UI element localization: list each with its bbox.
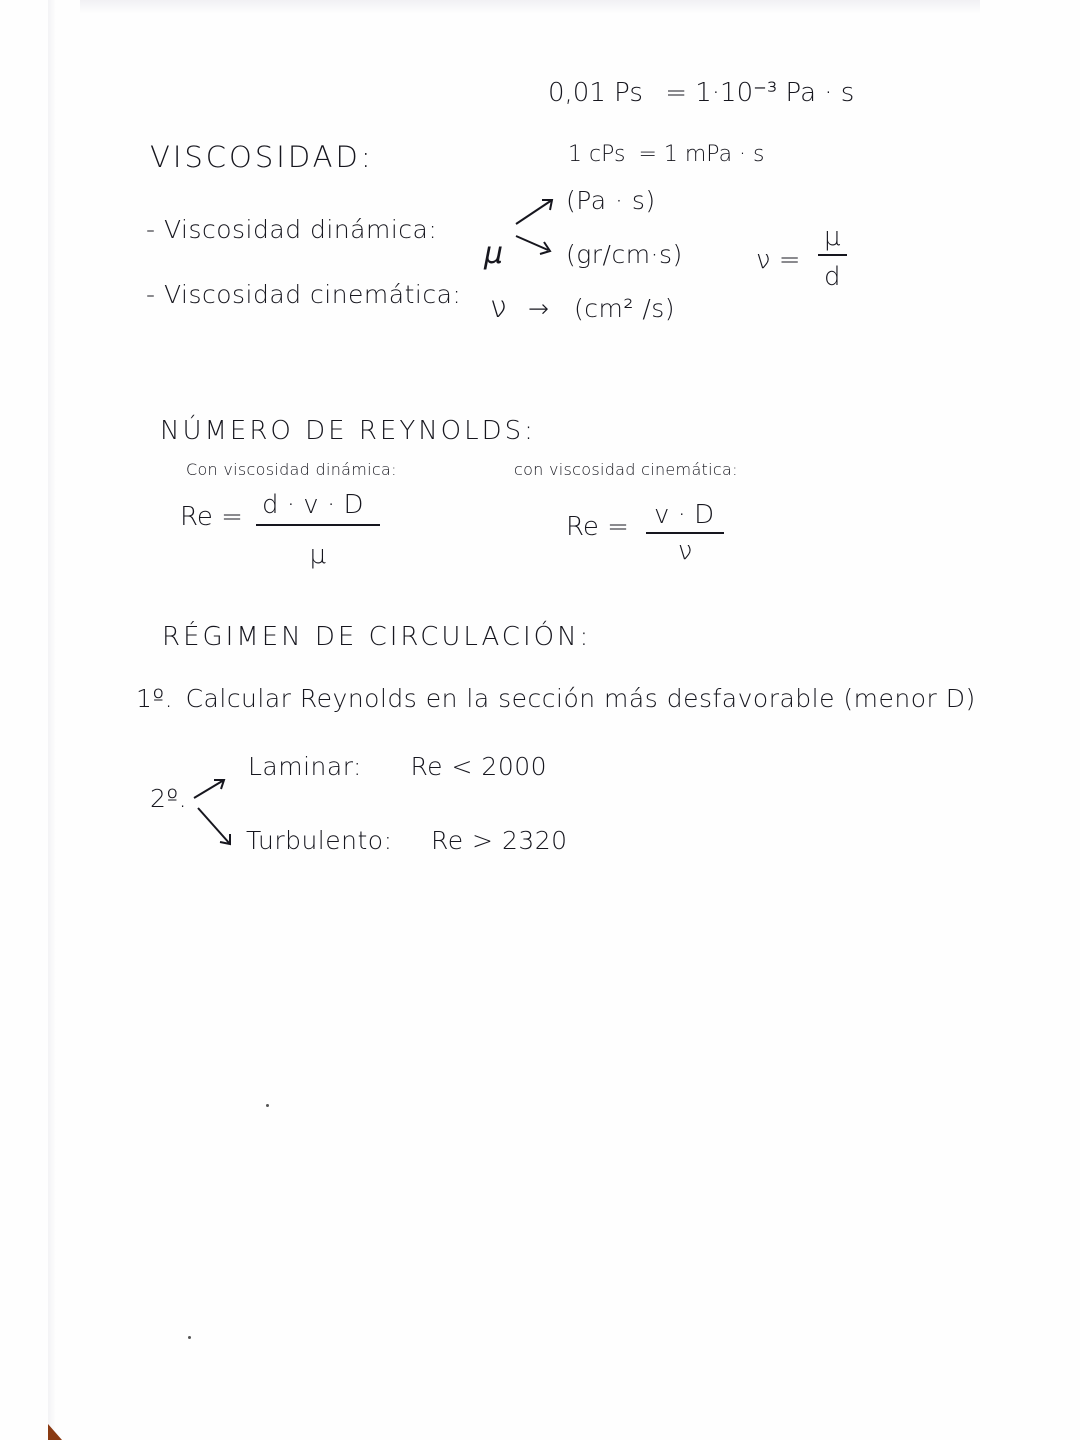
corner-mark bbox=[48, 1424, 62, 1440]
mu-symbol: μ bbox=[484, 236, 504, 271]
regimen-heading: RÉGIMEN DE CIRCULACIÓN: bbox=[162, 622, 592, 652]
reynolds-heading: NÚMERO DE REYNOLDS: bbox=[160, 416, 536, 446]
branch-arrows-icon bbox=[512, 194, 562, 264]
step-1-text: Calcular Reynolds en la sección más desfavorable (menor D) bbox=[185, 684, 976, 713]
viscosidad-dinamica-label: - Viscosidad dinámica: bbox=[146, 215, 438, 244]
reynolds-dinamica-lhs: Re = bbox=[180, 502, 243, 532]
regime-branch-arrows-icon bbox=[190, 778, 250, 848]
conversion-line-1 bbox=[548, 78, 854, 108]
conversion-2-left: 1 cPs bbox=[568, 142, 626, 167]
unit-cm2-s: (cm² /s) bbox=[574, 294, 676, 323]
reynolds-cinematica-fraction bbox=[646, 500, 724, 566]
reynolds-cinematica-denominator: ν bbox=[677, 536, 693, 566]
nu-relation-numerator: μ bbox=[824, 222, 841, 252]
viscosidad-heading: VISCOSIDAD: bbox=[150, 140, 374, 174]
paper-speck bbox=[266, 1104, 269, 1107]
step-1 bbox=[136, 684, 976, 713]
reynolds-cinematica-lhs: Re = bbox=[566, 512, 629, 542]
laminar-label: Laminar: bbox=[248, 752, 362, 781]
right-arrow-icon: → bbox=[528, 294, 550, 323]
step-1-marker: 1º. bbox=[136, 684, 174, 713]
step-2-marker: 2º. bbox=[150, 784, 188, 813]
paper-speck bbox=[188, 1336, 191, 1339]
unit-gr-cm-s: (gr/cm·s) bbox=[566, 240, 683, 269]
viscosidad-cinematica-label: - Viscosidad cinemática: bbox=[146, 280, 462, 309]
page-edge-shadow bbox=[48, 0, 56, 1440]
turbulento-regime bbox=[246, 826, 568, 855]
reynolds-cinematica-caption: con viscosidad cinemática: bbox=[514, 460, 738, 479]
turbulento-condition: Re > 2320 bbox=[430, 826, 568, 855]
page-top-shadow bbox=[80, 0, 980, 14]
unit-pa-s: (Pa · s) bbox=[566, 186, 656, 215]
conversion-2-right: = 1 mPa · s bbox=[638, 142, 765, 167]
reynolds-dinamica-fraction bbox=[256, 490, 380, 570]
nu-relation-denominator: d bbox=[824, 262, 841, 292]
nu-relation-fraction bbox=[818, 222, 847, 292]
conversion-1-right: = 1·10⁻³ Pa · s bbox=[665, 78, 855, 108]
reynolds-dinamica-denominator: μ bbox=[309, 540, 327, 570]
turbulento-label: Turbulento: bbox=[246, 826, 393, 855]
laminar-condition: Re < 2000 bbox=[410, 752, 548, 781]
laminar-regime bbox=[248, 752, 547, 781]
reynolds-cinematica-numerator: v · D bbox=[654, 500, 715, 530]
conversion-1-left: 0,01 Ps bbox=[548, 78, 643, 108]
reynolds-dinamica-caption: Con viscosidad dinámica: bbox=[186, 460, 397, 479]
nu-symbol: ν bbox=[490, 290, 507, 325]
nu-relation-lhs: ν = bbox=[756, 245, 801, 275]
reynolds-dinamica-numerator: d · v · D bbox=[262, 490, 364, 520]
conversion-line-2 bbox=[568, 142, 765, 167]
